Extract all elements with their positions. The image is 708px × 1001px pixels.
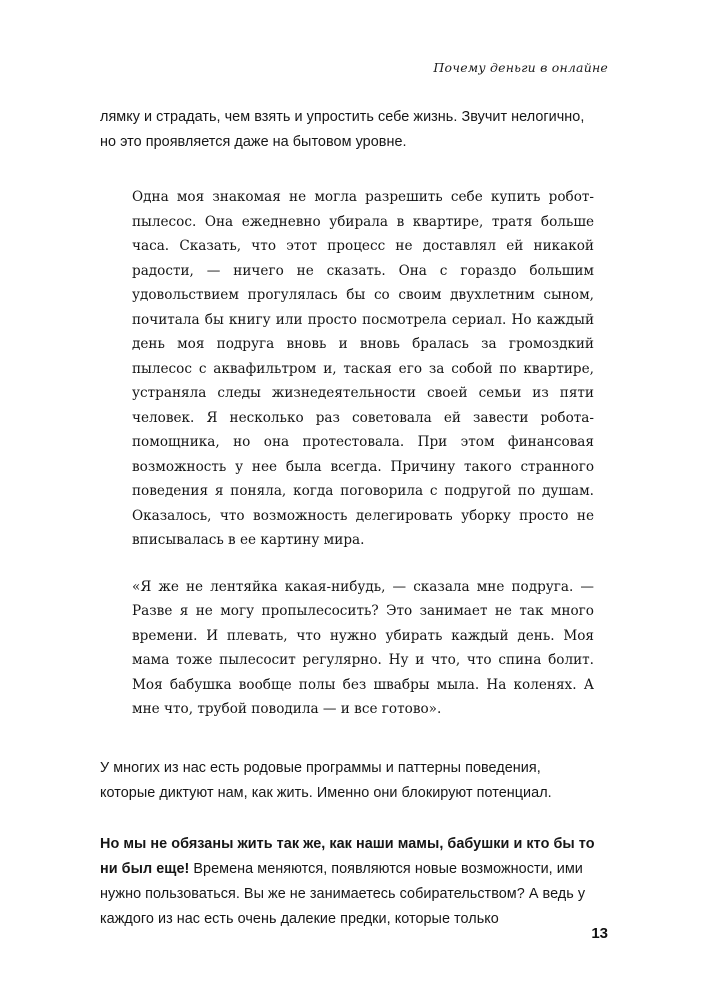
running-head: Почему деньги в онлайне (433, 60, 608, 75)
quote-paragraph: Одна моя знакомая не могла разрешить себе купить робот-пылесос. Она ежедневно убирала в квартире, тратя больше часа. Сказать, что этот процесс не доставлял ей никакой радости, — ничего не сказать. Она с гораздо большим удовольствием прогулялась бы со своим двухлетним сыном, почитала бы книгу или просто посмотрела сериал. Но каждый день моя подруга вновь и вновь бралась за громоздкий пылесос с аквафильтром и, таская его за собой по квартире, устраняла следы жизнедеятельности своей семьи из пяти человек. Я несколько раз советовала ей завести робота-помощника, но она протестовала. При этом финансовая возможность у нее была всегда. Причину такого странного поведения я поняла, когда поговорила с подругой по душам. Оказалось, что возможность делегировать уборку просто не вписывалась в ее картину мира. (132, 189, 594, 548)
quote-block (132, 185, 594, 722)
page-content (100, 105, 600, 932)
final-paragraph-text: Времена меняются, появляются новые возможности, ими нужно пользоваться. Вы же не занимаетесь собирательством? А ведь у каждого из нас есть очень далекие предки, которые только (100, 860, 586, 927)
intro-paragraph: лямку и страдать, чем взять и упростить себе жизнь. Звучит нелогично, но это проявляется даже на бытовом уровне. (100, 109, 585, 150)
final-paragraph-emphasis: Но мы не обязаны жить так же, как наши мамы, бабушки и кто бы то ни был еще! (100, 835, 595, 877)
after-quote-paragraph: У многих из нас есть родовые программы и паттерны поведения, которые диктуют нам, как жить. Именно они блокируют потенциал. (100, 759, 552, 801)
page-number: 13 (591, 925, 608, 942)
quote-paragraph: «Я же не лентяйка какая-нибудь, — сказала мне подруга. — Разве я не могу пропылесосить? Это занимает не так много времени. И плевать, что нужно убирать каждый день. Моя мама тоже пылесосит регулярно. Ну и что, что спина болит. Моя бабушка вообще полы без швабры мыла. На коленях. А мне что, трубой поводила — и все готово». (132, 578, 594, 717)
final-paragraph (100, 832, 600, 932)
